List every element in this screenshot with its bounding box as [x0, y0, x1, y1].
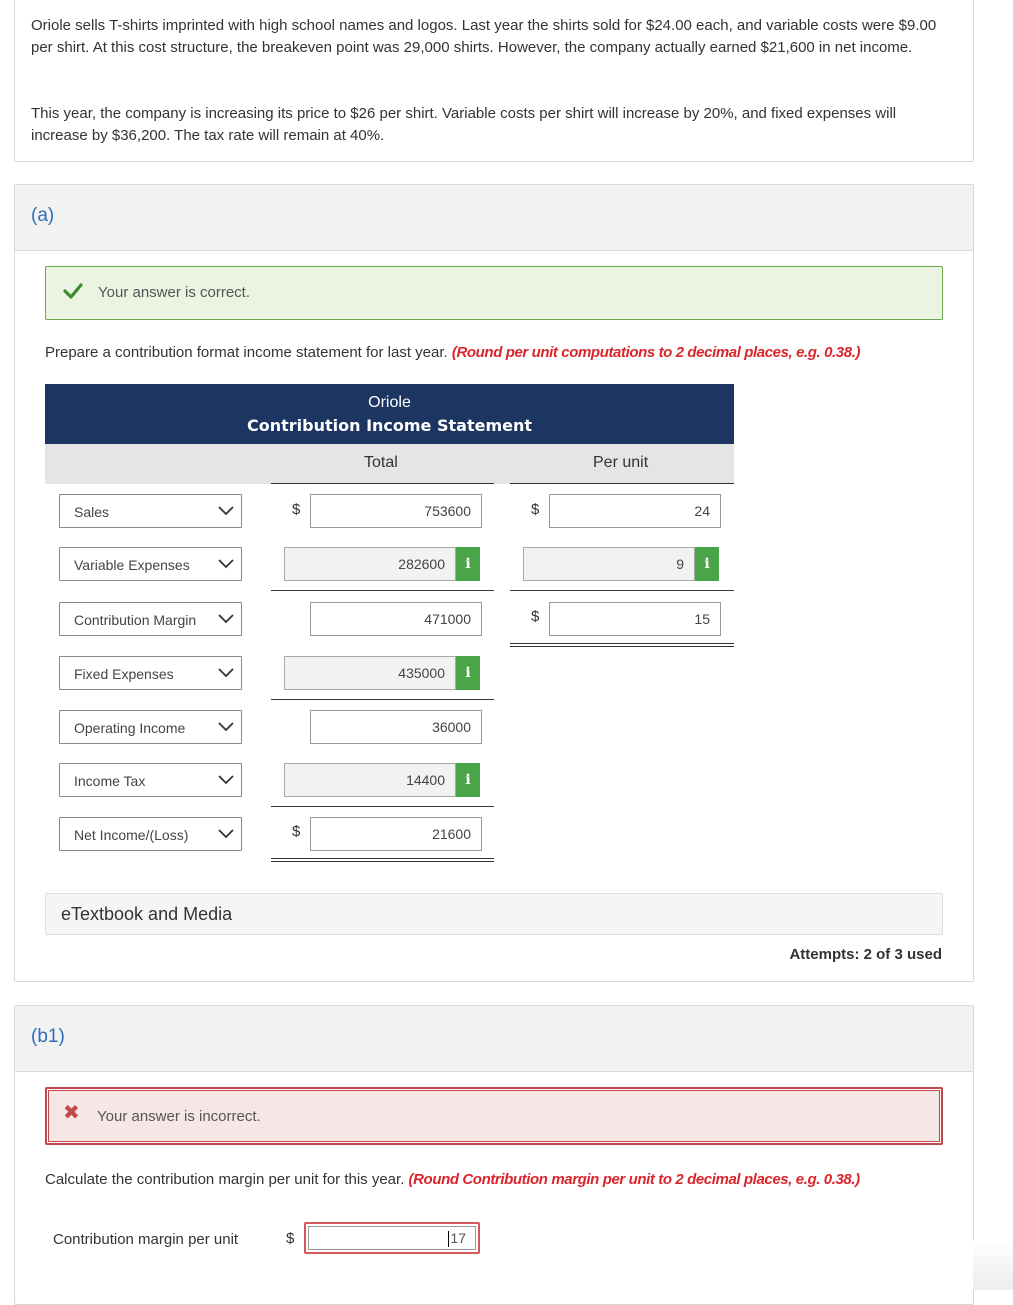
problem-statement: [14, 0, 974, 162]
part-b1-header: [15, 1006, 973, 1072]
subtotal-rule: [271, 590, 494, 591]
part-b1-instruction: [45, 1171, 860, 1188]
row-label-select-sales[interactable]: [59, 494, 242, 528]
part-a-section: [14, 184, 974, 982]
row-label: Sales: [74, 504, 110, 520]
close-icon: ✖: [63, 1102, 80, 1124]
currency-symbol: $: [286, 1230, 295, 1247]
column-headers: [45, 444, 734, 484]
info-icon[interactable]: i: [456, 656, 480, 690]
rounding-hint: (Round per unit computations to 2 decimal places, e.g. 0.38.): [451, 344, 861, 361]
row-label: Variable Expenses: [74, 557, 190, 573]
correct-banner: [45, 266, 943, 320]
double-rule-top: [271, 858, 494, 859]
variable-expenses-total-input[interactable]: 282600: [284, 547, 456, 581]
subtotal-rule: [510, 590, 734, 591]
double-rule-bottom: [510, 646, 734, 647]
double-rule-bottom: [271, 861, 494, 862]
row-label-select-fixed-expenses[interactable]: [59, 656, 242, 690]
contribution-margin-total-input[interactable]: 471000: [310, 602, 482, 636]
operating-income-total-input[interactable]: 36000: [310, 710, 482, 744]
row-label: Operating Income: [74, 720, 186, 736]
correct-message: Your answer is correct.: [98, 284, 251, 301]
row-label-select-contribution-margin[interactable]: [59, 602, 242, 636]
per-unit-header-underline: [510, 483, 734, 484]
net-income-total-input[interactable]: 21600: [310, 817, 482, 851]
chevron-down-icon: [217, 772, 235, 786]
sales-total-input[interactable]: 753600: [310, 494, 482, 528]
instruction-text: Prepare a contribution format income statement for last year.: [45, 344, 448, 361]
part-a-header: [15, 185, 973, 251]
problem-paragraph-1: Oriole sells T-shirts imprinted with high school names and logos. Last year the shirts sold for $24.00 each, and variable costs were $9.00 per shirt. At this cost structure, the breakeven point was 29,000 shirts. However, the company actually earned $21,600 in net income.: [31, 17, 937, 56]
statement-title: Contribution Income Statement: [246, 416, 533, 435]
incorrect-banner: [45, 1087, 943, 1145]
variable-expenses-per-unit-input[interactable]: 9: [523, 547, 695, 581]
page-edge-shadow: [973, 1240, 1013, 1290]
row-label-select-net-income[interactable]: [59, 817, 242, 851]
income-tax-total-input[interactable]: 14400: [284, 763, 456, 797]
row-label: Contribution Margin: [74, 612, 197, 628]
contribution-margin-per-unit-input[interactable]: 15: [549, 602, 721, 636]
contribution-margin-label: Contribution margin per unit: [53, 1231, 239, 1248]
part-a-label: (a): [31, 205, 55, 226]
per-unit-column-header: Per unit: [593, 454, 649, 471]
chevron-down-icon: [217, 826, 235, 840]
checkmark-icon: [62, 280, 84, 302]
part-a-instruction: [45, 344, 860, 361]
row-label: Income Tax: [74, 773, 146, 789]
part-b1-section: [14, 1005, 974, 1305]
row-label-select-income-tax[interactable]: [59, 763, 242, 797]
contribution-margin-per-unit-input[interactable]: [304, 1222, 480, 1254]
total-header-underline: [271, 483, 494, 484]
subtotal-rule: [271, 699, 494, 700]
etextbook-media-panel[interactable]: [45, 893, 943, 935]
etextbook-media-label: eTextbook and Media: [61, 904, 233, 924]
chevron-down-icon: [217, 503, 235, 517]
row-label-select-operating-income[interactable]: [59, 710, 242, 744]
total-column-header: Total: [364, 454, 398, 471]
instruction-text: Calculate the contribution margin per unit for this year.: [45, 1171, 405, 1188]
currency-symbol: $: [292, 501, 301, 518]
currency-symbol: $: [531, 608, 540, 625]
problem-paragraph-2: This year, the company is increasing its price to $26 per shirt. Variable costs per shirt will increase by 20%, and fixed expenses will increase by $36,200. The tax rate will remain at 40%.: [31, 105, 897, 144]
double-rule-top: [510, 643, 734, 644]
part-b1-label: (b1): [31, 1026, 65, 1047]
info-icon[interactable]: i: [456, 547, 480, 581]
subtotal-rule: [271, 806, 494, 807]
input-value: 17: [450, 1230, 466, 1246]
row-label: Fixed Expenses: [74, 666, 174, 682]
currency-symbol: $: [292, 823, 301, 840]
rounding-hint: (Round Contribution margin per unit to 2 decimal places, e.g. 0.38.): [408, 1171, 860, 1188]
chevron-down-icon: [217, 611, 235, 625]
currency-symbol: $: [531, 501, 540, 518]
chevron-down-icon: [217, 719, 235, 733]
statement-header: [45, 384, 734, 444]
chevron-down-icon: [217, 556, 235, 570]
info-icon[interactable]: i: [695, 547, 719, 581]
sales-per-unit-input[interactable]: 24: [549, 494, 721, 528]
attempts-counter: Attempts: 2 of 3 used: [789, 946, 942, 963]
company-name: Oriole: [368, 394, 411, 411]
row-label-select-variable-expenses[interactable]: [59, 547, 242, 581]
chevron-down-icon: [217, 665, 235, 679]
info-icon[interactable]: i: [456, 763, 480, 797]
row-label: Net Income/(Loss): [74, 827, 189, 843]
incorrect-message: Your answer is incorrect.: [97, 1108, 261, 1125]
fixed-expenses-total-input[interactable]: 435000: [284, 656, 456, 690]
